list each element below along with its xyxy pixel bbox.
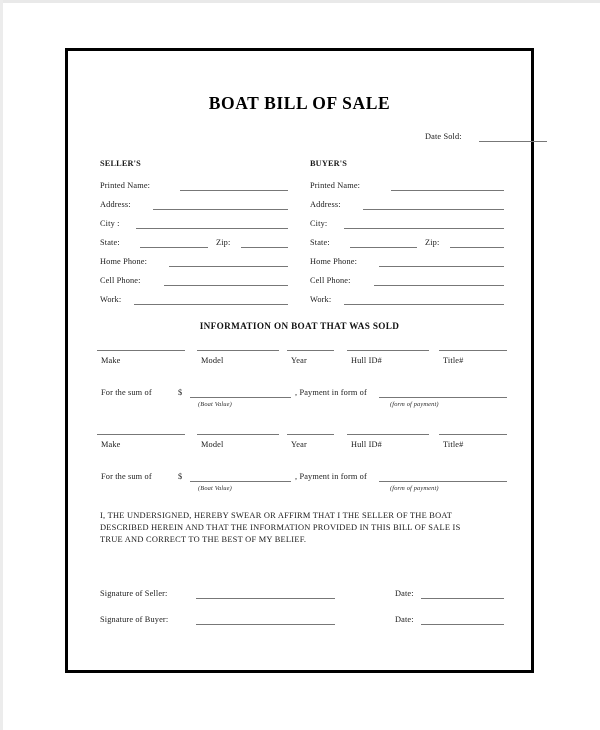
boat1-sum-label: For the sum of xyxy=(101,388,152,397)
buyer-address-input[interactable] xyxy=(363,209,504,210)
buyer-zip-label: Zip: xyxy=(425,238,440,247)
boat2-year-input[interactable] xyxy=(287,434,334,435)
declaration-paragraph xyxy=(100,510,504,547)
page-title: BOAT BILL OF SALE xyxy=(208,93,391,113)
buyer-cell-phone-input[interactable] xyxy=(374,285,504,286)
buyer-state-label: State: xyxy=(310,238,330,247)
buyer-date-input[interactable] xyxy=(421,624,504,625)
boat1-make-label: Make xyxy=(101,356,121,365)
boat2-payment-form-label: , Payment in form of xyxy=(295,472,367,481)
declaration-line-1: I, THE UNDERSIGNED, HEREBY SWEAR OR AFFIRM THAT I THE SELLER OF THE BOAT xyxy=(100,511,453,520)
declaration-line-3: TRUE AND CORRECT TO THE BEST OF MY BELIEF. xyxy=(100,535,307,545)
buyer-city-label: City: xyxy=(310,219,328,228)
seller-date-input[interactable] xyxy=(421,598,504,599)
declaration-line-2: DESCRIBED HEREIN AND THAT THE INFORMATION PROVIDED IN THIS BILL OF SALE IS xyxy=(100,523,461,533)
buyer-printed-name-label: Printed Name: xyxy=(310,181,361,190)
buyer-home-phone-label: Home Phone: xyxy=(310,257,358,266)
seller-cell-phone-label: Cell Phone: xyxy=(100,276,141,285)
boat1-make-input[interactable] xyxy=(97,350,185,351)
boat1-hull-id-label: Hull ID# xyxy=(351,356,382,365)
boat1-year-label: Year xyxy=(291,356,307,365)
seller-address-input[interactable] xyxy=(153,209,288,210)
buyer-cell-phone-label: Cell Phone: xyxy=(310,276,351,285)
seller-zip-input[interactable] xyxy=(241,247,288,248)
seller-work-label: Work: xyxy=(100,295,122,304)
buyer-work-input[interactable] xyxy=(344,304,504,305)
buyer-work-label: Work: xyxy=(310,295,332,304)
buyer-state-input[interactable] xyxy=(350,247,417,248)
seller-city-input[interactable] xyxy=(136,228,288,229)
seller-state-label: State: xyxy=(100,238,120,247)
boat-section-heading: INFORMATION ON BOAT THAT WAS SOLD xyxy=(199,321,400,331)
boat2-hull-id-input[interactable] xyxy=(347,434,429,435)
boat2-currency-symbol: $ xyxy=(178,472,183,481)
seller-heading: SELLER'S xyxy=(100,159,141,168)
boat2-boat-value-hint: (Boat Value) xyxy=(198,485,232,492)
seller-printed-name-input[interactable] xyxy=(180,190,288,191)
seller-date-label: Date: xyxy=(395,589,414,598)
buyer-heading: BUYER'S xyxy=(310,159,348,168)
seller-home-phone-input[interactable] xyxy=(169,266,288,267)
boat2-title-label: Title# xyxy=(443,440,464,449)
boat1-model-input[interactable] xyxy=(197,350,279,351)
document-sheet xyxy=(65,48,534,673)
seller-home-phone-label: Home Phone: xyxy=(100,257,148,266)
signature-of-buyer-input[interactable] xyxy=(196,624,335,625)
document-body xyxy=(68,51,531,670)
signature-of-buyer-label: Signature of Buyer: xyxy=(100,615,169,624)
boat2-form-of-payment-input[interactable] xyxy=(379,481,507,482)
page-edge-top xyxy=(0,0,600,3)
boat2-model-label: Model xyxy=(201,440,224,449)
seller-zip-label: Zip: xyxy=(216,238,231,247)
buyer-home-phone-input[interactable] xyxy=(379,266,504,267)
boat1-currency-symbol: $ xyxy=(178,388,183,397)
date-sold-label: Date Sold: xyxy=(425,132,462,141)
boat1-year-input[interactable] xyxy=(287,350,334,351)
boat1-boat-value-hint: (Boat Value) xyxy=(198,401,232,408)
boat2-make-input[interactable] xyxy=(97,434,185,435)
boat1-model-label: Model xyxy=(201,356,224,365)
seller-city-label: City : xyxy=(100,219,120,228)
boat1-title-label: Title# xyxy=(443,356,464,365)
buyer-zip-input[interactable] xyxy=(450,247,504,248)
seller-printed-name-label: Printed Name: xyxy=(100,181,151,190)
boat1-boat-value-input[interactable] xyxy=(190,397,291,398)
buyer-printed-name-input[interactable] xyxy=(391,190,504,191)
boat1-payment-form-label: , Payment in form of xyxy=(295,388,367,397)
boat2-form-of-payment-hint: (form of payment) xyxy=(390,485,439,492)
seller-work-input[interactable] xyxy=(134,304,288,305)
buyer-date-label: Date: xyxy=(395,615,414,624)
date-sold-input[interactable] xyxy=(479,141,547,142)
signature-of-seller-input[interactable] xyxy=(196,598,335,599)
boat2-hull-id-label: Hull ID# xyxy=(351,440,382,449)
boat2-title-input[interactable] xyxy=(439,434,507,435)
seller-state-input[interactable] xyxy=(140,247,208,248)
boat2-sum-label: For the sum of xyxy=(101,472,152,481)
signature-of-seller-label: Signature of Seller: xyxy=(100,589,168,598)
boat1-form-of-payment-hint: (form of payment) xyxy=(390,401,439,408)
seller-cell-phone-input[interactable] xyxy=(164,285,288,286)
boat2-make-label: Make xyxy=(101,440,121,449)
page-edge-left xyxy=(0,0,3,730)
boat1-form-of-payment-input[interactable] xyxy=(379,397,507,398)
boat1-hull-id-input[interactable] xyxy=(347,350,429,351)
boat2-model-input[interactable] xyxy=(197,434,279,435)
buyer-city-input[interactable] xyxy=(344,228,504,229)
seller-address-label: Address: xyxy=(100,200,131,209)
buyer-address-label: Address: xyxy=(310,200,341,209)
boat1-title-input[interactable] xyxy=(439,350,507,351)
boat2-boat-value-input[interactable] xyxy=(190,481,291,482)
boat2-year-label: Year xyxy=(291,440,307,449)
